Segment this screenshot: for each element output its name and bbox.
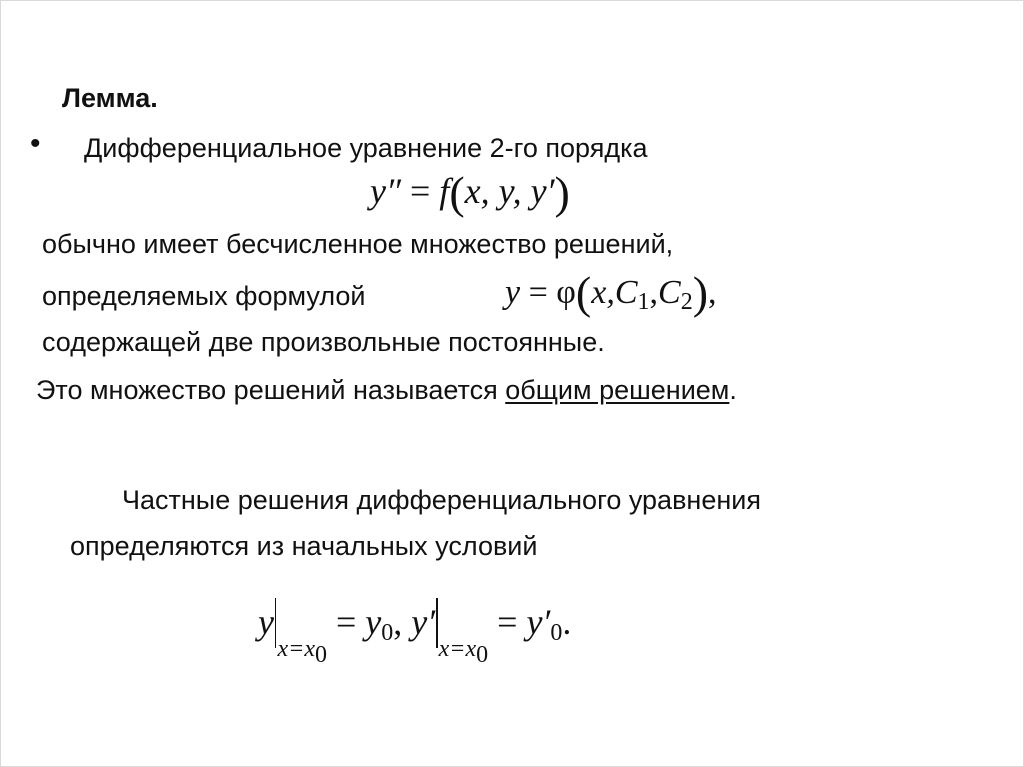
equation-general-solution bbox=[505, 268, 717, 327]
eq3-bar-2 bbox=[436, 598, 438, 648]
eq2-close-paren: ) bbox=[692, 267, 709, 318]
eq3-end: . bbox=[562, 602, 572, 642]
eq2-c1-sub: 1 bbox=[637, 289, 650, 315]
text-line-equation-statement: Дифференциальное уравнение 2-го порядка bbox=[84, 133, 648, 163]
eq1-function: f bbox=[439, 171, 450, 211]
eq3-cond-2: x=x0 bbox=[438, 636, 489, 668]
eq2-x: x, bbox=[591, 274, 615, 311]
text-line-initial-conditions: определяются из начальных условий bbox=[70, 531, 538, 561]
lemma-title: Лемма. bbox=[62, 83, 158, 113]
eq2-c1: C bbox=[614, 274, 638, 311]
eq2-lhs: y bbox=[505, 274, 521, 311]
eq3-rhs2-sub: 0 bbox=[550, 620, 563, 646]
eq3-cond-1: x=x0 bbox=[277, 636, 327, 668]
eq2-equals: = bbox=[528, 274, 548, 311]
eq1-equals: = bbox=[409, 171, 431, 211]
equation-initial-conditions bbox=[258, 592, 571, 685]
eq2-tail: , bbox=[708, 274, 717, 311]
text-line-general-solution-definition bbox=[36, 374, 737, 406]
line5-prefix: Это множество решений называется bbox=[36, 375, 506, 405]
eq1-open-paren: ( bbox=[449, 167, 465, 218]
eq3-sep: , bbox=[393, 602, 403, 642]
text-line-defined-by-formula: определяемых формулой bbox=[42, 281, 366, 311]
eq3-rhs1: y bbox=[365, 602, 382, 642]
line5-suffix: . bbox=[729, 375, 737, 405]
eq3-y-prime: y′ bbox=[411, 602, 436, 642]
eq2-comma: , bbox=[649, 274, 659, 311]
eq2-c2-sub: 2 bbox=[680, 289, 693, 315]
eq3-equals-1: = bbox=[335, 602, 357, 642]
eq3-y: y bbox=[258, 602, 274, 642]
eq3-equals-2: = bbox=[497, 602, 518, 642]
eq2-open-paren: ( bbox=[575, 267, 592, 318]
eq1-close-paren: ) bbox=[554, 167, 570, 218]
equation-second-order-ode bbox=[370, 166, 570, 218]
eq3-rhs2: y′ bbox=[526, 602, 551, 642]
general-solution-term: общим решением bbox=[505, 375, 730, 405]
eq2-phi: φ bbox=[556, 274, 576, 311]
eq2-c2: C bbox=[658, 274, 681, 311]
eq3-rhs1-sub: 0 bbox=[381, 620, 394, 646]
text-line-particular-solutions: Частные решения дифференциального уравнения bbox=[122, 485, 761, 515]
text-line-infinite-solutions: обычно имеет бесчисленное множество решений, bbox=[42, 229, 674, 259]
text-line-two-constants: содержащей две произвольные постоянные. bbox=[42, 327, 605, 357]
eq1-args: x, y, y′ bbox=[464, 171, 555, 211]
bullet-point: • bbox=[30, 127, 41, 160]
eq1-lhs: y″ bbox=[370, 171, 401, 211]
